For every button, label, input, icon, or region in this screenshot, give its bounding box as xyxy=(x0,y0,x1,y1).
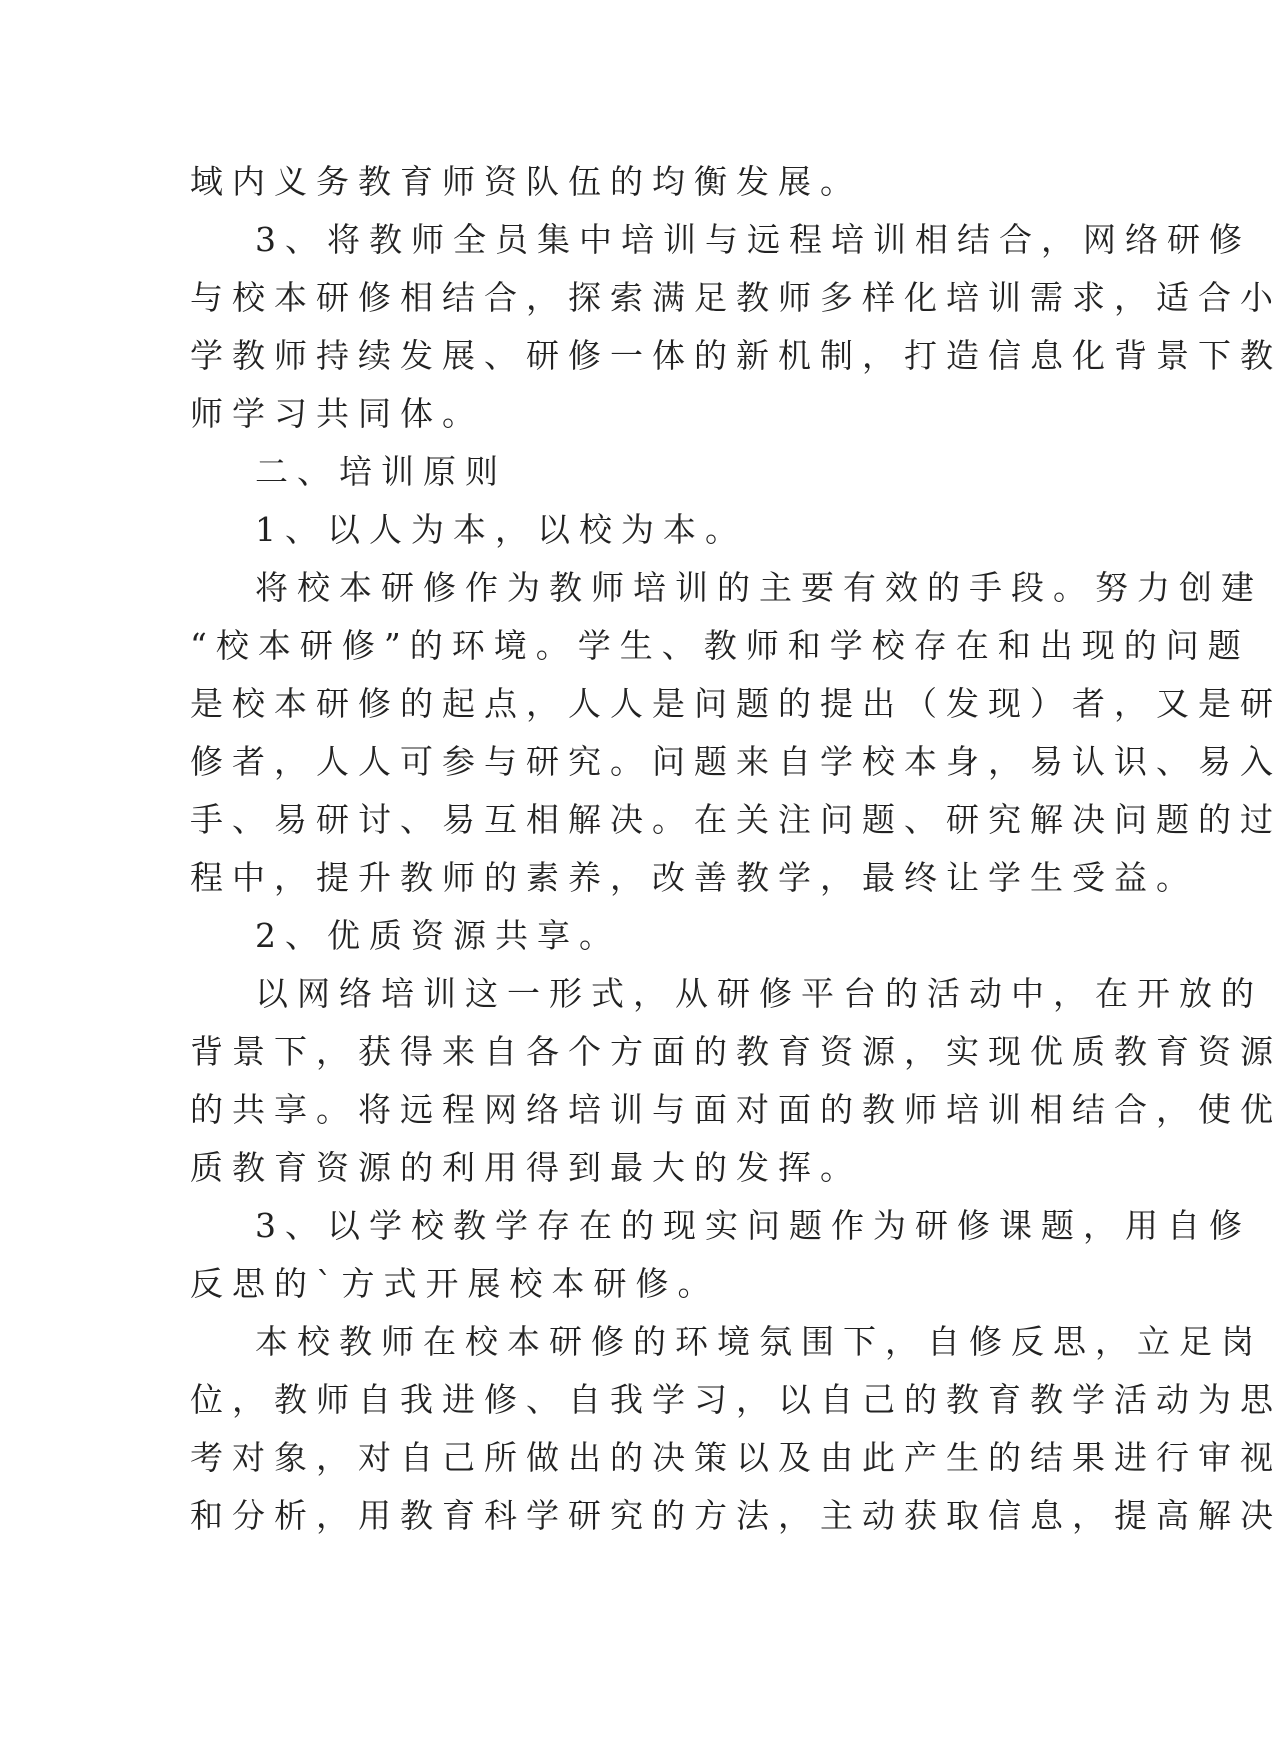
text-line: 师学习共同体。 xyxy=(190,394,484,433)
subheading: 1、以人为本，以校为本。 xyxy=(255,510,747,549)
text-line: 学教师持续发展、研修一体的新机制，打造信息化背景下教 xyxy=(190,336,1282,375)
text-line: “校本研修”的环境。学生、教师和学校存在和出现的问题 xyxy=(190,626,1250,665)
subheading: 3、以学校教学存在的现实问题作为研修课题，用自修 xyxy=(255,1206,1251,1245)
text-line: 反思的`方式开展校本研修。 xyxy=(190,1264,720,1303)
subheading: 2、优质资源共享。 xyxy=(255,916,621,955)
text-line: 修者，人人可参与研究。问题来自学校本身，易认识、易入 xyxy=(190,742,1282,781)
text-line: 将校本研修作为教师培训的主要有效的手段。努力创建 xyxy=(255,568,1263,607)
text-line: 与校本研修相结合，探索满足教师多样化培训需求，适合小 xyxy=(190,278,1282,317)
text-line: 考对象，对自己所做出的决策以及由此产生的结果进行审视 xyxy=(190,1438,1282,1477)
text-line: 手、易研讨、易互相解决。在关注问题、研究解决问题的过 xyxy=(190,800,1282,839)
text-line: 位，教师自我进修、自我学习，以自己的教育教学活动为思 xyxy=(190,1380,1282,1419)
text-line: 程中，提升教师的素养，改善教学，最终让学生受益。 xyxy=(190,858,1198,897)
text-line: 质教育资源的利用得到最大的发挥。 xyxy=(190,1148,862,1187)
text-line: 域内义务教育师资队伍的均衡发展。 xyxy=(190,162,862,201)
text-line: 以网络培训这一形式，从研修平台的活动中，在开放的 xyxy=(255,974,1263,1013)
text-line: 本校教师在校本研修的环境氛围下，自修反思，立足岗 xyxy=(255,1322,1263,1361)
section-heading: 二、培训原则 xyxy=(255,452,507,491)
text-line: 的共享。将远程网络培训与面对面的教师培训相结合，使优 xyxy=(190,1090,1282,1129)
text-line: 和分析，用教育科学研究的方法，主动获取信息，提高解决 xyxy=(190,1496,1282,1535)
text-line: 背景下，获得来自各个方面的教育资源，实现优质教育资源 xyxy=(190,1032,1282,1071)
text-line: 是校本研修的起点，人人是问题的提出（发现）者，又是研 xyxy=(190,684,1282,723)
text-line: 3、将教师全员集中培训与远程培训相结合，网络研修 xyxy=(255,220,1251,259)
